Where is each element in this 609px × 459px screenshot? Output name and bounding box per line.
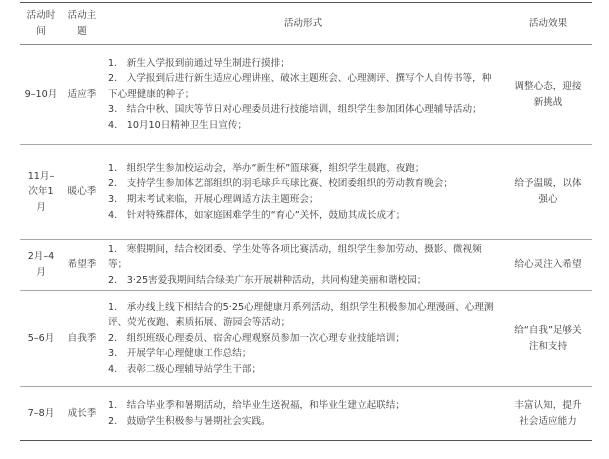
row-time: 5–6月 bbox=[20, 291, 62, 387]
activity-item: 2. 入学报到后进行新生适应心理讲座、破冰主题班会、心理测评、撰写个人自传书等，种下心理健康的种子； bbox=[108, 73, 492, 100]
table-row bbox=[20, 240, 592, 291]
row-effect: 调整心态，迎接新挑战 bbox=[504, 45, 592, 145]
row-time: 7–8月 bbox=[20, 387, 62, 441]
row-effect: 给心灵注入希望 bbox=[504, 240, 592, 291]
activity-item: 3. 结合中秋、国庆等节日对心理委员进行技能培训，组织学生参加团体心理辅导活动； bbox=[108, 104, 482, 116]
activity-item: 2. 3·25害爱我期间结合绿美广东开展耕种活动，共同构建美丽和谐校园； bbox=[108, 274, 427, 286]
header-time: 活动时间 bbox=[20, 3, 62, 45]
activity-item: 3. 开展学年心理健康工作总结； bbox=[108, 348, 252, 360]
activity-item: 4. 表彰二级心理辅导站学生干部； bbox=[108, 363, 262, 375]
table-row bbox=[20, 145, 592, 240]
header-form: 活动形式 bbox=[102, 3, 504, 45]
row-activities bbox=[102, 387, 504, 441]
row-time: 2月–4月 bbox=[20, 240, 62, 291]
activity-item: 4. 10月10日精神卫生日宣传； bbox=[108, 119, 248, 131]
row-activities bbox=[102, 291, 504, 387]
row-activities bbox=[102, 240, 504, 291]
activity-item: 2. 鼓励学生积极参与暑期社会实践。 bbox=[108, 415, 271, 427]
row-theme: 希望季 bbox=[62, 240, 102, 291]
activity-schedule-table bbox=[20, 2, 592, 441]
activity-item: 1. 组织学生参加校运动会，举办“新生杯”篮球赛，组织学生晨跑、夜跑； bbox=[108, 162, 425, 174]
row-activities bbox=[102, 145, 504, 240]
activity-item: 4. 针对特殊群体，如家庭困难学生的“育心”关怀，鼓励其成长成才； bbox=[108, 209, 406, 221]
table-header-row bbox=[20, 3, 592, 45]
activity-item: 3. 期末考试来临，开展心理调适方法主题班会； bbox=[108, 194, 319, 205]
row-theme: 成长季 bbox=[62, 387, 102, 441]
activity-item: 2. 组织班级心理委员、宿舍心理观察员参加一次心理专业技能培训； bbox=[108, 332, 405, 344]
header-theme: 活动主题 bbox=[62, 3, 102, 45]
row-theme: 自我季 bbox=[62, 291, 102, 387]
activity-item: 1. 寒假期间，结合校团委、学生处等各项比赛活动，组织学生参加劳动、摄影、微视频等； bbox=[108, 243, 482, 271]
row-effect: 给予温暖，以体强心 bbox=[504, 145, 592, 240]
activity-item: 1. 承办线上线下相结合的5·25心理健康月系列活动，组织学生积极参加心理漫画、心理测评、荧光夜跑、素质拓展、游园会等活动； bbox=[108, 301, 494, 329]
row-theme: 暖心季 bbox=[62, 145, 102, 240]
row-time: 11月–次年1月 bbox=[20, 145, 62, 240]
table-row bbox=[20, 45, 592, 145]
table-row bbox=[20, 387, 592, 441]
activity-item: 1. 结合毕业季和暑期活动，给毕业生送祝福，和毕业生建立起联结； bbox=[108, 399, 405, 411]
header-effect: 活动效果 bbox=[504, 3, 592, 45]
row-effect: 丰富认知，提升社会适应能力 bbox=[504, 387, 592, 441]
row-activities bbox=[102, 45, 504, 145]
row-time: 9–10月 bbox=[20, 45, 62, 145]
table-row bbox=[20, 291, 592, 387]
activity-item: 1. 新生入学报到前通过导生制进行摸排； bbox=[108, 57, 290, 69]
row-theme: 适应季 bbox=[62, 45, 102, 145]
activity-item: 2. 支持学生参加体艺部组织的羽毛球乒乓球比赛、校团委组织的劳动教育晚会； bbox=[108, 178, 453, 190]
row-effect: 给“自我”足够关注和支持 bbox=[504, 291, 592, 387]
